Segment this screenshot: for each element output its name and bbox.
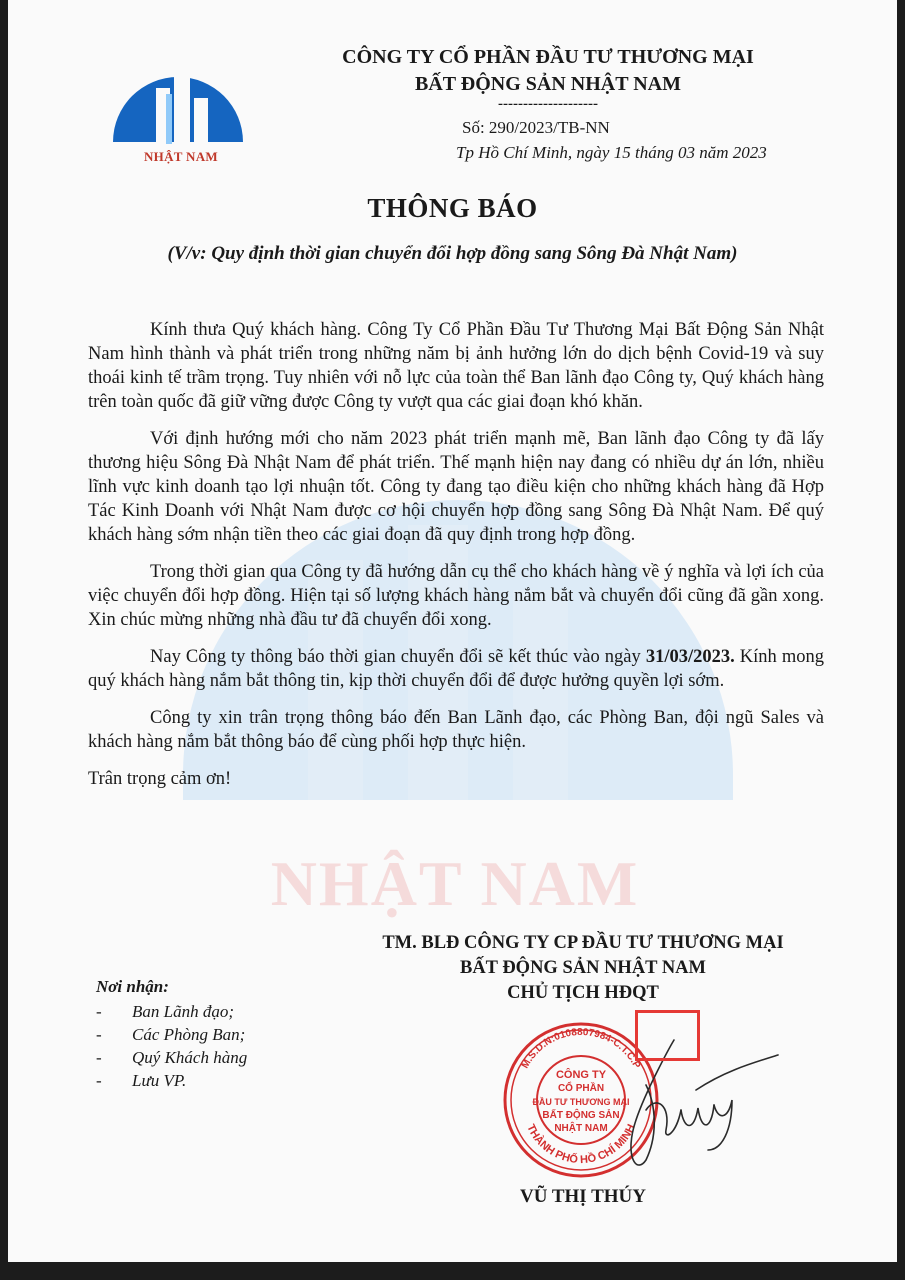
seal-line: NHẬT NAM bbox=[554, 1123, 608, 1134]
signature-line3: CHỦ TỊCH HĐQT bbox=[507, 983, 659, 1003]
recipient-item: - Quý Khách hàng bbox=[96, 1048, 248, 1067]
company-name-line1: CÔNG TY CỔ PHẦN ĐẦU TƯ THƯƠNG MẠI bbox=[342, 46, 754, 68]
paragraph-4-start: Nay Công ty thông báo thời gian chuyển đổi sẽ kết thúc vào ngày bbox=[150, 647, 646, 667]
recipient-item: - Các Phòng Ban; bbox=[96, 1025, 246, 1044]
highlight-box bbox=[635, 1010, 700, 1061]
seal-ring-top: M.S.D.N:0108807984-C.T.C.P bbox=[519, 1026, 643, 1071]
document-body bbox=[88, 318, 824, 804]
document-number: Số: 290/2023/TB-NN bbox=[462, 118, 610, 137]
seal-ring-bottom: THÀNH PHỐ HỒ CHÍ MINH bbox=[524, 1122, 638, 1167]
paragraph-5: Công ty xin trân trọng thông báo đến Ban Lãnh đạo, các Phòng Ban, đội ngũ Sales và khách hàng nắm bắt thông báo để cùng phối hợp thực hiện. bbox=[88, 708, 824, 752]
paragraph-1: Kính thưa Quý khách hàng. Công Ty Cổ Phần Đầu Tư Thương Mại Bất Động Sản Nhật Nam hình thành và phát triển trong những năm bị ảnh hưởng lớn do dịch bệnh Covid-19 và suy thoái kinh tế trầm trọng. Tuy nhiên với nỗ lực của toàn thể Ban lãnh đạo Công ty, Quý khách hàng trên toàn quốc đã giữ vững được Công ty vượt qua các giai đoạn khó khăn. bbox=[88, 320, 824, 412]
deadline-date: 31/03/2023. bbox=[645, 647, 735, 667]
document-page bbox=[8, 0, 897, 1262]
signature-line1: TM. BLĐ CÔNG TY CP ĐẦU TƯ THƯƠNG MẠI bbox=[382, 933, 784, 953]
paragraph-2: Với định hướng mới cho năm 2023 phát triển mạnh mẽ, Ban lãnh đạo Công ty đã lấy thương hiệu Sông Đà Nhật Nam để phát triển. Thế mạnh hiện nay đang có nhiều dự án lớn, nhiều lĩnh vực kinh doanh tạo lợi nhuận tốt. Công ty đang tạo điều kiện cho những khách hàng đã Hợp Tác Kinh Doanh với Nhật Nam được cơ hội chuyển hợp đồng sang Sông Đà Nhật Nam. Để quý khách hàng sớm nhận tiền theo các giai đoạn đã quy định trong hợp đồng. bbox=[88, 429, 824, 545]
seal-line: ĐẦU TƯ THƯƠNG MẠI bbox=[532, 1097, 630, 1107]
seal-line: BẤT ĐỘNG SẢN bbox=[542, 1110, 620, 1121]
logo-caption: NHẬT NAM bbox=[143, 149, 219, 164]
document-title: THÔNG BÁO bbox=[367, 193, 538, 223]
document-date: Tp Hồ Chí Minh, ngày 15 tháng 03 năm 2023 bbox=[456, 143, 767, 162]
signature-line2: BẤT ĐỘNG SẢN NHẬT NAM bbox=[459, 958, 706, 978]
seal-line: CÔNG TY bbox=[555, 1069, 607, 1081]
paragraph-4-end: Kính mong quý khách hàng nắm bắt thông tin, kịp thời chuyển đổi để được hưởng quyền lợi sớm. bbox=[88, 647, 825, 691]
paragraph-4 bbox=[88, 645, 824, 693]
signature-title-block bbox=[328, 931, 838, 1006]
svg-text:M.S.D.N:0108807984-C.T.C.P bbox=[520, 1027, 643, 1071]
paragraph-3: Trong thời gian qua Công ty đã hướng dẫn cụ thể cho khách hàng về ý nghĩa và lợi ích của việc chuyển đổi hợp đồng. Hiện tại số lượng khách hàng nắm bắt và chuyển đổi cũng đã gần xong. Xin chúc mừng những nhà đầu tư đã chuyển đổi xong. bbox=[88, 562, 824, 630]
company-name bbox=[288, 44, 808, 98]
signer-name: VŨ THỊ THÚY bbox=[520, 1186, 646, 1207]
header-rule: -------------------- bbox=[498, 96, 598, 112]
watermark-text: NHẬT NAM bbox=[270, 848, 640, 919]
recipient-item: - Lưu VP. bbox=[96, 1071, 187, 1090]
company-name-line2: BẤT ĐỘNG SẢN NHẬT NAM bbox=[415, 73, 681, 95]
recipients-label: Nơi nhận: bbox=[96, 977, 169, 996]
closing-thanks: Trân trọng cảm ơn! bbox=[88, 769, 232, 789]
recipients-list bbox=[96, 977, 247, 1092]
document-subtitle: (V/v: Quy định thời gian chuyển đổi hợp đồng sang Sông Đà Nhật Nam) bbox=[167, 243, 738, 264]
recipient-item: - Ban Lãnh đạo; bbox=[96, 1002, 234, 1021]
seal-line: CỔ PHẦN bbox=[557, 1083, 605, 1094]
